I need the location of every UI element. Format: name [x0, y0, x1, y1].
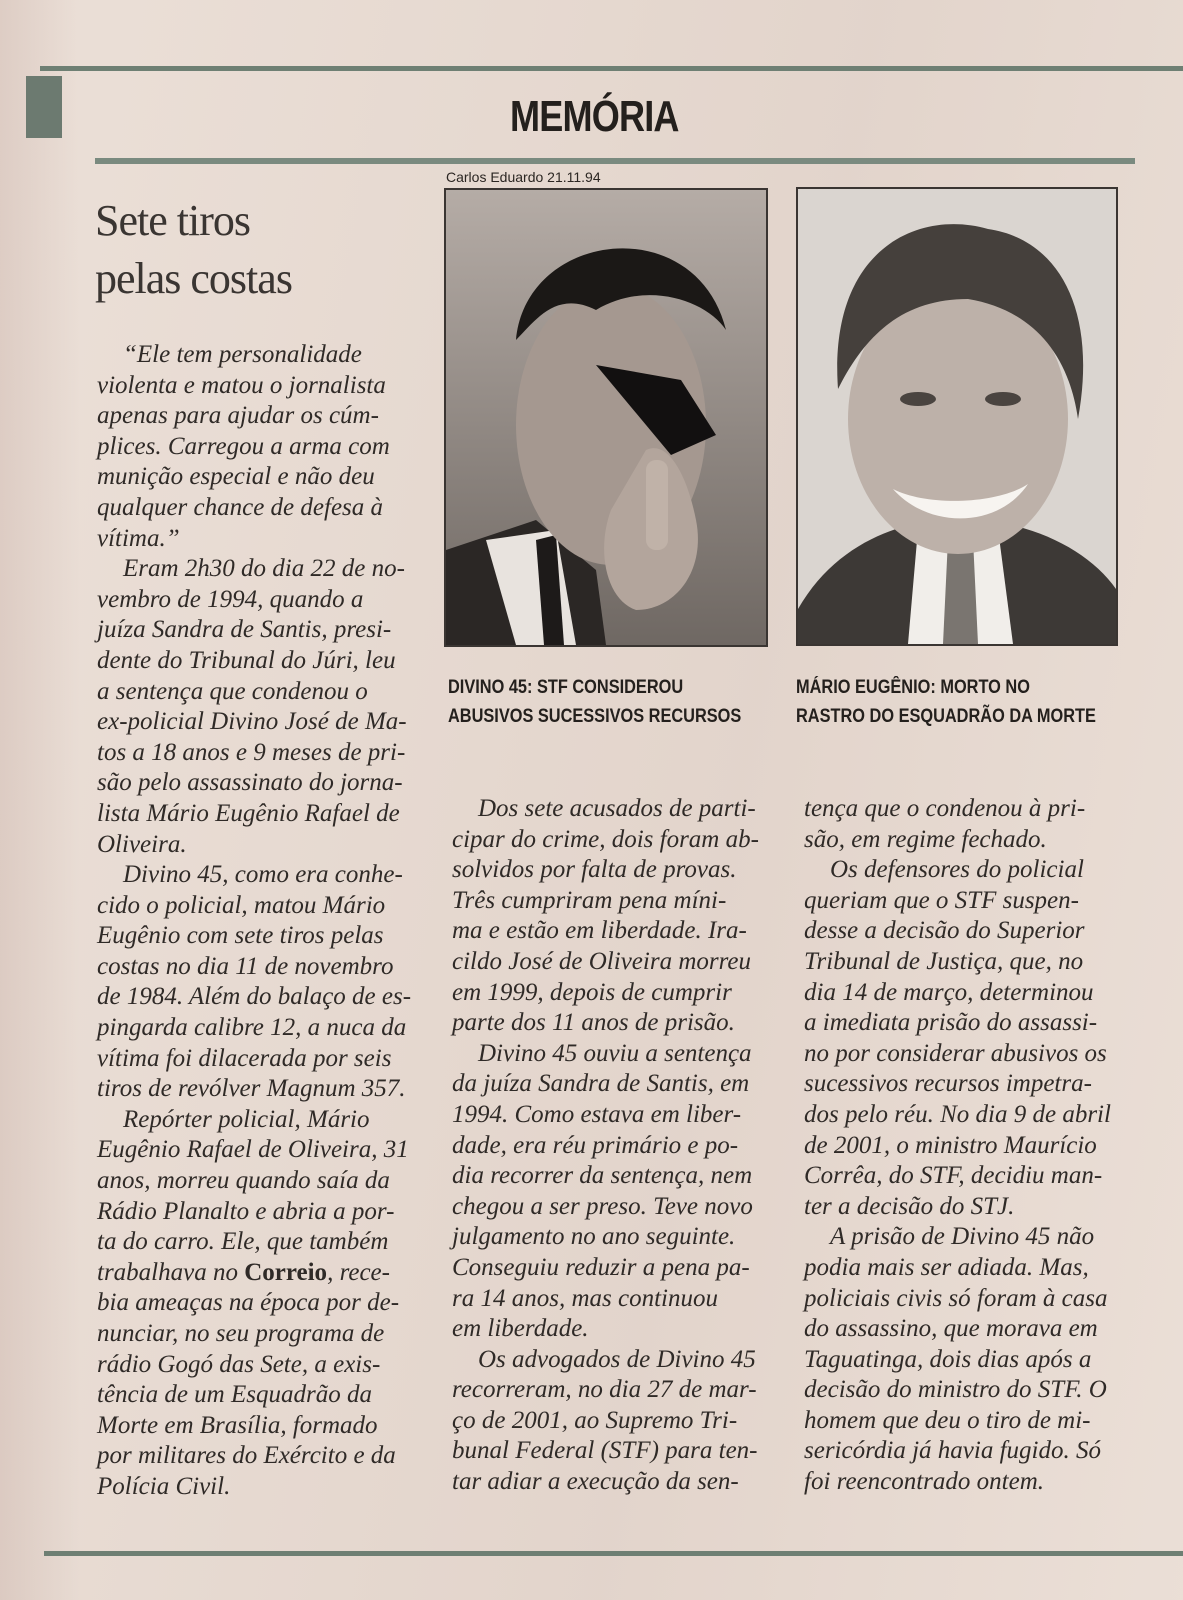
newspaper-name: Correio [244, 1258, 328, 1286]
text-line: foi reencontrado ontem. [804, 1468, 1045, 1496]
text-line: por militares do Exército e da [97, 1442, 396, 1470]
text-line: anos, morreu quando saía da [97, 1167, 390, 1195]
text-line: qualquer chance de defesa à [97, 493, 384, 521]
text-line: Divino 45 ouviu a sentença [478, 1039, 752, 1067]
text-line: Os defensores do policial [830, 856, 1084, 884]
text-line: munição especial e não deu [97, 463, 375, 491]
text-line: nunciar, no seu programa de [97, 1320, 385, 1347]
text-line: bunal Federal (STF) para ten- [452, 1437, 758, 1465]
text-line: ter a decisão do STJ. [804, 1192, 1015, 1220]
photo-divino-45-illustration [446, 190, 766, 645]
text-line: Repórter policial, Mário [123, 1105, 370, 1133]
text-line: Três cumpriram pena míni- [452, 886, 727, 914]
text-line: Eugênio com sete tiros pelas [97, 922, 384, 950]
text-line: Taguatinga, dois dias após a [804, 1345, 1092, 1373]
text-line: desse a decisão do Superior [804, 917, 1085, 945]
text-line: ma e estão em liberdade. Ira- [452, 917, 747, 945]
text-line: Divino 45, como era conhe- [123, 861, 403, 889]
headline-line-1: Sete tiros [95, 196, 250, 245]
text-line: dente do Tribunal do Júri, leu [97, 646, 396, 674]
text-line: Eram 2h30 do dia 22 de no- [123, 555, 405, 583]
text-line: tença que o condenou à pri- [804, 795, 1086, 822]
text-line: sucessivos recursos impetra- [804, 1070, 1092, 1098]
article-column-1 [97, 340, 427, 1503]
text-line: juíza Sandra de Santis, presi- [97, 616, 392, 644]
headline-line-2: pelas costas [95, 254, 292, 303]
text-line: chegou a ser preso. Teve novo [452, 1192, 753, 1220]
text-line: costas no dia 11 de novembro [97, 952, 394, 980]
text-line: de 1984. Além do balaço de es- [97, 983, 412, 1011]
text-line: dade, era réu primário e po- [452, 1131, 739, 1159]
text-line: em liberdade. [452, 1315, 589, 1343]
text-line: recorreram, no dia 27 de mar- [452, 1376, 757, 1404]
text-line: em 1999, depois de cumprir [452, 978, 732, 1006]
text-line: cipar do crime, dois foram ab- [452, 825, 759, 853]
text-line: dos pelo réu. No dia 9 de abril [804, 1100, 1111, 1128]
text-line: policiais civis só foram à casa [804, 1284, 1108, 1312]
text-line: no por considerar abusivos os [804, 1039, 1107, 1067]
text-line: ra 14 anos, mas continuou [452, 1284, 718, 1312]
text-line: lista Mário Eugênio Rafael de [97, 799, 400, 827]
text-line: trabalhava no Correio, rece- [97, 1258, 390, 1286]
text-line: plices. Carregou a arma com [97, 432, 390, 460]
text-line: Tribunal de Justiça, que, no [804, 947, 1084, 975]
text-line: cildo José de Oliveira morreu [452, 947, 751, 975]
text-line: tiros de revólver Magnum 357. [97, 1075, 406, 1103]
article-column-3 [804, 794, 1124, 1498]
text-line: a imediata prisão do assassi- [804, 1009, 1098, 1037]
text-line: da juíza Sandra de Santis, em [452, 1070, 750, 1098]
text-line: são, em regime fechado. [804, 825, 1047, 853]
photo-mario-eugenio-illustration [798, 189, 1116, 644]
photo-caption-mario [796, 673, 1096, 731]
text-line: Corrêa, do STF, decidiu man- [804, 1162, 1103, 1190]
text-line: Eugênio Rafael de Oliveira, 31 [97, 1136, 409, 1164]
text-line: são pelo assassinato do jorna- [97, 769, 403, 797]
text-line: do assassino, que morava em [804, 1315, 1098, 1343]
caption-line: RASTRO DO ESQUADRÃO DA MORTE [796, 706, 1096, 727]
text-line: dia 14 de março, determinou [804, 978, 1094, 1006]
article-column-2 [452, 794, 777, 1498]
text-line: ço de 2001, ao Supremo Tri- [452, 1406, 738, 1434]
text-line: vembro de 1994, quando a [97, 585, 364, 613]
text-line: violenta e matou o jornalista [97, 371, 386, 399]
photo-mario-eugenio [796, 187, 1118, 646]
text-line: queriam que o STF suspen- [804, 886, 1079, 914]
text-line: podia mais ser adiada. Mas, [804, 1253, 1089, 1281]
section-rule [95, 158, 1135, 164]
text-line: ta do carro. Ele, que também [97, 1228, 389, 1256]
text-line: Polícia Civil. [97, 1472, 231, 1500]
section-title: MEMÓRIA [510, 92, 679, 141]
page-edge-stain [0, 0, 80, 1600]
text-line: tar adiar a execução da sen- [452, 1468, 739, 1496]
text-line: cido o policial, matou Mário [97, 891, 386, 919]
text-line: A prisão de Divino 45 não [830, 1223, 1095, 1251]
top-rule [40, 66, 1183, 71]
headline [95, 192, 425, 308]
photo-caption-divino [448, 673, 741, 731]
text-line: homem que deu o tiro de mi- [804, 1406, 1091, 1434]
text-line: pingarda calibre 12, a nuca da [97, 1014, 407, 1042]
text-line: decisão do ministro do STF. O [804, 1376, 1107, 1404]
text-line: Os advogados de Divino 45 [478, 1345, 756, 1373]
photo-credit: Carlos Eduardo 21.11.94 [446, 169, 601, 185]
text-line: ex-policial Divino José de Ma- [97, 708, 407, 736]
text-line: solvidos por falta de provas. [452, 856, 737, 884]
text-line: julgamento no ano seguinte. [452, 1223, 736, 1251]
text-line: 1994. Como estava em liber- [452, 1100, 742, 1128]
bottom-rule [44, 1551, 1183, 1556]
caption-line: DIVINO 45: STF CONSIDEROU [448, 677, 684, 698]
text-line: tência de um Esquadrão da [97, 1381, 372, 1409]
text-line: tos a 18 anos e 9 meses de pri- [97, 738, 406, 766]
caption-line: ABUSIVOS SUCESSIVOS RECURSOS [448, 706, 742, 727]
text-line: Dos sete acusados de parti- [478, 795, 756, 822]
text-line: Morte em Brasília, formado [97, 1411, 378, 1439]
text-line: de 2001, o ministro Maurício [804, 1131, 1097, 1159]
text-line: Oliveira. [97, 830, 187, 858]
text-line: apenas para ajudar os cúm- [97, 402, 379, 430]
text-line: vítima.” [97, 524, 180, 552]
text-line: “Ele tem personalidade [123, 341, 362, 368]
text-line: a sentença que condenou o [97, 677, 368, 705]
text-line: rádio Gogó das Sete, a exis- [97, 1350, 381, 1378]
text-line: vítima foi dilacerada por seis [97, 1044, 392, 1072]
text-line: Rádio Planalto e abria a por- [97, 1197, 395, 1225]
text-line: sericórdia já havia fugido. Só [804, 1437, 1101, 1465]
photo-divino-45 [444, 188, 768, 647]
caption-line: MÁRIO EUGÊNIO: MORTO NO [796, 677, 1030, 698]
section-marker [26, 76, 62, 138]
text-line: parte dos 11 anos de prisão. [452, 1009, 735, 1037]
text-line: Conseguiu reduzir a pena pa- [452, 1253, 750, 1281]
text-line: bia ameaças na época por de- [97, 1289, 400, 1317]
text-line: dia recorrer da sentença, nem [452, 1162, 753, 1190]
